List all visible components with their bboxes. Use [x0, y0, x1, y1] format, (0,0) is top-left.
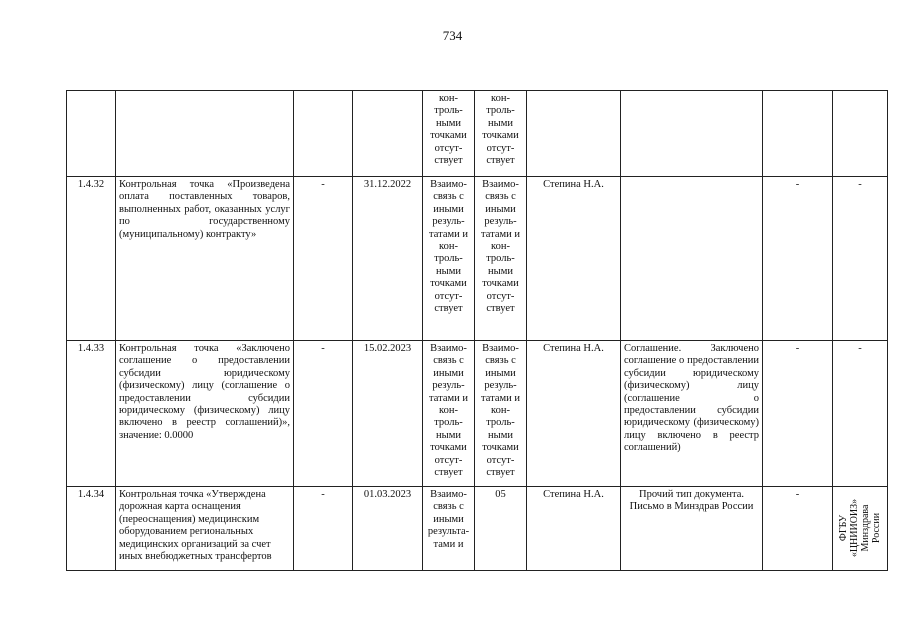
information-system: [833, 91, 888, 177]
table-row: [67, 487, 888, 571]
base-value: -: [294, 177, 353, 341]
information-system: -: [833, 341, 888, 487]
result-document: Прочий тип документа. Письмо в Минздрав России: [621, 487, 763, 571]
control-point-name: Контрольная точка «Заключено соглашение о предоставлении субсидии юридическому (физическому) лицу (соглашение о предоставлении субсидии юридическому (физическому) лицу включено в реестр соглашений)», значение: 0.0000: [116, 341, 294, 487]
level-of-control: -: [763, 487, 833, 571]
successor-relation: кон- троль- ными точками отсут- ствует: [475, 91, 527, 177]
result-document: [621, 91, 763, 177]
result-document: Соглашение. Заключено соглашение о предоставлении субсидии юридическому (физическому) лицу (соглашение о предоставлении субсидии юридическому (физическому) лицу включено в реестр соглашений): [621, 341, 763, 487]
table-row: [67, 91, 888, 177]
responsible-person: Степина Н.А.: [527, 341, 621, 487]
due-date: [353, 91, 423, 177]
predecessor-relation: Взаимо- связь с иными резуль- татами и кон- троль- ными точками отсут- ствует: [423, 341, 475, 487]
control-points-table: [66, 90, 888, 571]
predecessor-relation: кон- троль- ными точками отсут- ствует: [423, 91, 475, 177]
row-number: 1.4.34: [67, 487, 116, 571]
successor-relation: 05: [475, 487, 527, 571]
control-point-name: Контрольная точка «Утверждена дорожная карта оснащения (переоснащения) медицинским оборудованием региональных медицинских организаций за счет иных внебюджетных трансфертов: [116, 487, 294, 571]
page-number: 734: [442, 28, 463, 43]
level-of-control: [763, 91, 833, 177]
row-number: 1.4.33: [67, 341, 116, 487]
responsible-person: Степина Н.А.: [527, 487, 621, 571]
base-value: -: [294, 341, 353, 487]
row-number: 1.4.32: [67, 177, 116, 341]
base-value: -: [294, 487, 353, 571]
predecessor-relation: Взаимо- связь с иными результа- тами и: [423, 487, 475, 571]
successor-relation: Взаимо- связь с иными резуль- татами и кон- троль- ными точками отсут- ствует: [475, 341, 527, 487]
control-point-name: [116, 91, 294, 177]
due-date: 31.12.2022: [353, 177, 423, 341]
row-number: [67, 91, 116, 177]
responsible-person: [527, 91, 621, 177]
information-system-cell: [833, 487, 888, 571]
level-of-control: -: [763, 177, 833, 341]
predecessor-relation: Взаимо- связь с иными резуль- татами и кон- троль- ными точками отсут- ствует: [423, 177, 475, 341]
due-date: 01.03.2023: [353, 487, 423, 571]
table-row: [67, 341, 888, 487]
result-document: [621, 177, 763, 341]
successor-relation: Взаимо- связь с иными резуль- татами и кон- троль- ными точками отсут- ствует: [475, 177, 527, 341]
base-value: [294, 91, 353, 177]
due-date: 15.02.2023: [353, 341, 423, 487]
level-of-control: -: [763, 341, 833, 487]
information-system: ФГБУ «ЦНИИОИЗ» Минздрава России: [838, 498, 882, 558]
table-row: [67, 177, 888, 341]
information-system: -: [833, 177, 888, 341]
responsible-person: Степина Н.А.: [527, 177, 621, 341]
control-point-name: Контрольная точка «Произведена оплата поставленных товаров, выполненных работ, оказанных услуг по государственному (муниципальному) контракту»: [116, 177, 294, 341]
